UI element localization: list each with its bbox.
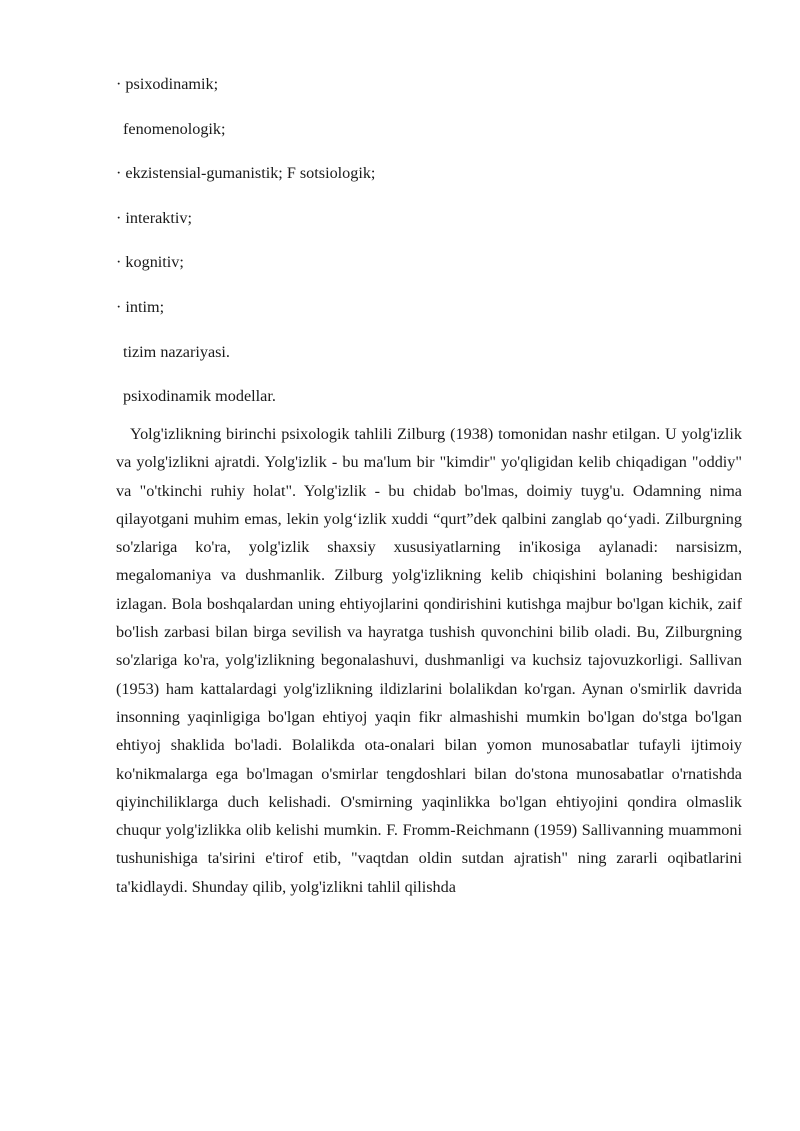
list-item: · psixodinamik; — [116, 75, 219, 93]
list-item: · ekzistensial-gumanistik; F sotsiologik; — [116, 164, 376, 183]
list-item: · kognitiv; — [116, 253, 184, 272]
list-item: · intim; — [116, 297, 165, 316]
approaches-list — [116, 74, 736, 431]
body-paragraph: Yolg'izlikning birinchi psixologik tahlili Zilburg (1938) tomonidan nashr etilgan. U yolg'izlik va yolg'izlikni ajratdi. Yolg'izlik - bu ma'lum bir "kimdir" yo'qligidan kelib chiqadigan "oddiy" va "o'tkinchi ruhiy holat". Yolg'izlik - bu chidab bo'lmas, doimiy tuyg'u. Odamning nima qilayotgani muhim emas, lekin yolg‘izlik xuddi “qurt”dek qalbini zanglab qo‘yadi. Zilburgning so'zlariga ko'ra, yolg'izlik shaxsiy xususiyatlarning in'ikosiga aylanadi: narsisizm, megalomaniya va dushmanlik. Zilburg yolg'izlikning kelib chiqishini bolaning beshigidan izlagan. Bola boshqalardan uning ehtiyojlarini qondirishini kutishga majbur bo'lgan kichik, zaif bo'lish zarbasi bilan birga sevilish va hayratga tushish quvonchini bilib oladi. Bu, Zilburgning so'zlariga ko'ra, yolg'izlikning begonalashuvi, dushmanligi va kuchsiz tajovuzkorligi. Sallivan (1953) ham kattalardagi yolg'izlikning ildizlarini bolalikdan ko'rgan. Aynan o'smirlik davrida insonning yaqinligiga bo'lgan ehtiyoj yaqin fikr almashishi mumkin bo'lgan do'stga bo'lgan ehtiyoj shaklida bo'ladi. Bolalikda ota-onalari bilan yomon munosabatlar tufayli ijtimoiy ko'nikmalarga ega bo'lmagan o'smirlar tengdoshlari bilan do'stona munosabatlar o'rnatishda qiyinchiliklarga duch kelishadi. O'smirning yaqinlikka bo'lgan ehtiyojini qondira olmaslik chuqur yolg'izlikka olib kelishi mumkin. F. Fromm-Reichmann (1959) Sallivanning muammoni tushunishiga ta'sirini e'tirof etib, "vaqtdan oldin sutdan ajratish" ning zararli oqibatlarini ta'kidlaydi. Shunday qilib, yolg'izlikni tahlil qilishda — [116, 425, 742, 896]
list-item: tizim nazariyasi. — [123, 342, 230, 361]
list-item: psixodinamik modellar. — [123, 387, 276, 406]
list-item: · interaktiv; — [116, 208, 192, 227]
list-item: fenomenologik; — [123, 119, 226, 138]
